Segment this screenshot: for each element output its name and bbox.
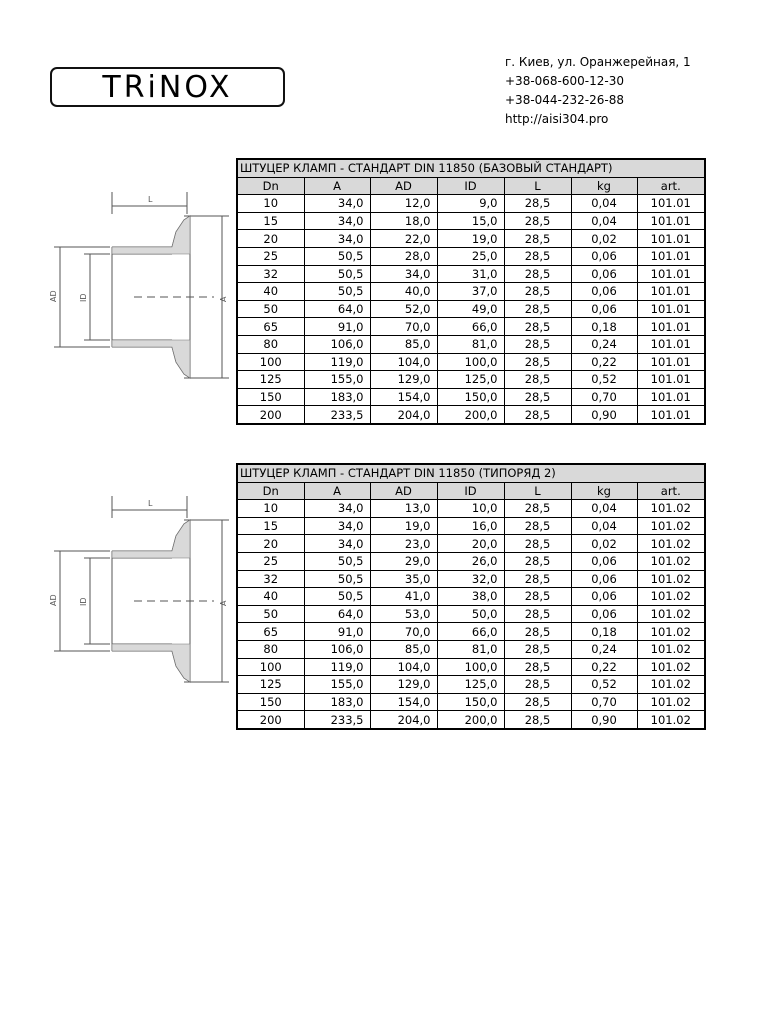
cell-kg: 0,70: [571, 388, 637, 406]
cell-dn: 10: [237, 195, 304, 213]
cell-id: 150,0: [437, 388, 504, 406]
cell-kg: 0,06: [571, 300, 637, 318]
cell-l: 28,5: [504, 535, 571, 553]
table-row: [237, 212, 705, 230]
table-row: [237, 605, 705, 623]
table-row: [237, 658, 705, 676]
cell-id: 10,0: [437, 500, 504, 518]
cell-l: 28,5: [504, 570, 571, 588]
cell-a: 50,5: [304, 283, 370, 301]
cell-kg: 0,04: [571, 195, 637, 213]
cell-l: 28,5: [504, 658, 571, 676]
cell-id: 66,0: [437, 623, 504, 641]
cell-ad: 41,0: [370, 588, 437, 606]
address: г. Киев, ул. Оранжерейная, 1: [505, 55, 691, 69]
table-row: [237, 640, 705, 658]
cell-ad: 204,0: [370, 406, 437, 424]
cell-dn: 15: [237, 517, 304, 535]
cell-kg: 0,04: [571, 500, 637, 518]
cell-ad: 70,0: [370, 318, 437, 336]
cell-a: 50,5: [304, 247, 370, 265]
cell-ad: 12,0: [370, 195, 437, 213]
header-a: A: [304, 482, 370, 500]
table-title: ШТУЦЕР КЛАМП - СТАНДАРТ DIN 11850 (БАЗОВЫЙ СТАНДАРТ): [237, 159, 705, 177]
cell-art: 101.01: [637, 406, 705, 424]
cell-art: 101.02: [637, 570, 705, 588]
cell-l: 28,5: [504, 335, 571, 353]
cell-kg: 0,52: [571, 676, 637, 694]
cell-a: 183,0: [304, 388, 370, 406]
cell-dn: 32: [237, 265, 304, 283]
cell-ad: 23,0: [370, 535, 437, 553]
cell-kg: 0,06: [571, 605, 637, 623]
header-l: L: [504, 177, 571, 195]
label-a: A: [219, 600, 228, 606]
cell-id: 200,0: [437, 711, 504, 729]
cell-a: 155,0: [304, 371, 370, 389]
cell-dn: 15: [237, 212, 304, 230]
cell-a: 64,0: [304, 300, 370, 318]
cell-l: 28,5: [504, 283, 571, 301]
label-ad: AD: [49, 594, 58, 606]
label-l: L: [148, 499, 153, 508]
fitting-drawing-1: [44, 192, 234, 392]
cell-dn: 50: [237, 300, 304, 318]
cell-l: 28,5: [504, 711, 571, 729]
cell-l: 28,5: [504, 300, 571, 318]
cell-ad: 40,0: [370, 283, 437, 301]
cell-a: 119,0: [304, 353, 370, 371]
header-l: L: [504, 482, 571, 500]
cell-art: 101.02: [637, 693, 705, 711]
cell-l: 28,5: [504, 230, 571, 248]
phone-2: +38-044-232-26-88: [505, 93, 624, 107]
cell-art: 101.02: [637, 658, 705, 676]
cell-a: 34,0: [304, 535, 370, 553]
cell-kg: 0,06: [571, 283, 637, 301]
cell-l: 28,5: [504, 693, 571, 711]
cell-kg: 0,90: [571, 711, 637, 729]
table-row: [237, 711, 705, 729]
cell-art: 101.02: [637, 535, 705, 553]
table-body: [237, 195, 705, 424]
header-id: ID: [437, 482, 504, 500]
cell-a: 91,0: [304, 623, 370, 641]
cell-ad: 28,0: [370, 247, 437, 265]
cell-dn: 65: [237, 318, 304, 336]
cell-id: 200,0: [437, 406, 504, 424]
cell-a: 106,0: [304, 335, 370, 353]
cell-ad: 18,0: [370, 212, 437, 230]
cell-l: 28,5: [504, 676, 571, 694]
cell-kg: 0,06: [571, 588, 637, 606]
table-row: [237, 517, 705, 535]
cell-ad: 104,0: [370, 353, 437, 371]
cell-id: 66,0: [437, 318, 504, 336]
cell-dn: 100: [237, 658, 304, 676]
cell-ad: 129,0: [370, 676, 437, 694]
table-body: [237, 500, 705, 729]
cell-art: 101.02: [637, 588, 705, 606]
cell-kg: 0,24: [571, 335, 637, 353]
cell-art: 101.01: [637, 300, 705, 318]
cell-art: 101.01: [637, 371, 705, 389]
label-id: ID: [79, 293, 88, 302]
cell-a: 50,5: [304, 552, 370, 570]
cell-dn: 10: [237, 500, 304, 518]
header-kg: kg: [571, 177, 637, 195]
cell-art: 101.02: [637, 623, 705, 641]
cell-id: 9,0: [437, 195, 504, 213]
cell-ad: 22,0: [370, 230, 437, 248]
cell-dn: 25: [237, 247, 304, 265]
cell-kg: 0,04: [571, 517, 637, 535]
cell-a: 34,0: [304, 500, 370, 518]
cell-a: 183,0: [304, 693, 370, 711]
cell-l: 28,5: [504, 265, 571, 283]
cell-kg: 0,06: [571, 265, 637, 283]
cell-id: 125,0: [437, 676, 504, 694]
cell-id: 31,0: [437, 265, 504, 283]
header-dn: Dn: [237, 482, 304, 500]
contact-block: [505, 53, 691, 129]
cell-art: 101.02: [637, 676, 705, 694]
cell-l: 28,5: [504, 318, 571, 336]
spec-table-series-2: [236, 463, 706, 730]
cell-a: 233,5: [304, 711, 370, 729]
header-a: A: [304, 177, 370, 195]
header-ad: AD: [370, 177, 437, 195]
cell-ad: 52,0: [370, 300, 437, 318]
cell-kg: 0,52: [571, 371, 637, 389]
cell-art: 101.01: [637, 265, 705, 283]
cell-ad: 19,0: [370, 517, 437, 535]
cell-l: 28,5: [504, 371, 571, 389]
cell-a: 34,0: [304, 212, 370, 230]
cell-id: 20,0: [437, 535, 504, 553]
cell-art: 101.02: [637, 517, 705, 535]
cell-dn: 150: [237, 693, 304, 711]
cell-id: 15,0: [437, 212, 504, 230]
cell-id: 49,0: [437, 300, 504, 318]
cell-id: 38,0: [437, 588, 504, 606]
cell-kg: 0,22: [571, 353, 637, 371]
cell-kg: 0,18: [571, 318, 637, 336]
header-id: ID: [437, 177, 504, 195]
cell-ad: 34,0: [370, 265, 437, 283]
label-l: L: [148, 195, 153, 204]
cell-ad: 35,0: [370, 570, 437, 588]
table-row: [237, 588, 705, 606]
cell-kg: 0,70: [571, 693, 637, 711]
cell-kg: 0,18: [571, 623, 637, 641]
cell-ad: 85,0: [370, 335, 437, 353]
cell-kg: 0,22: [571, 658, 637, 676]
cell-kg: 0,04: [571, 212, 637, 230]
table-row: [237, 247, 705, 265]
cell-a: 106,0: [304, 640, 370, 658]
cell-l: 28,5: [504, 588, 571, 606]
cell-l: 28,5: [504, 500, 571, 518]
table-row: [237, 535, 705, 553]
table-row: [237, 693, 705, 711]
table-row: [237, 283, 705, 301]
cell-l: 28,5: [504, 605, 571, 623]
cell-dn: 32: [237, 570, 304, 588]
cell-art: 101.01: [637, 335, 705, 353]
cell-id: 37,0: [437, 283, 504, 301]
cell-id: 32,0: [437, 570, 504, 588]
cell-dn: 200: [237, 711, 304, 729]
cell-kg: 0,02: [571, 535, 637, 553]
table-row: [237, 676, 705, 694]
cell-dn: 125: [237, 371, 304, 389]
cell-id: 150,0: [437, 693, 504, 711]
table-row: [237, 500, 705, 518]
label-ad: AD: [49, 290, 58, 302]
cell-art: 101.01: [637, 195, 705, 213]
table-row: [237, 318, 705, 336]
cell-art: 101.01: [637, 388, 705, 406]
cell-dn: 50: [237, 605, 304, 623]
cell-ad: 70,0: [370, 623, 437, 641]
cell-dn: 40: [237, 588, 304, 606]
table-row: [237, 570, 705, 588]
cell-art: 101.02: [637, 500, 705, 518]
cell-art: 101.02: [637, 552, 705, 570]
cell-a: 34,0: [304, 195, 370, 213]
cell-ad: 53,0: [370, 605, 437, 623]
cell-a: 34,0: [304, 517, 370, 535]
table-row: [237, 388, 705, 406]
cell-art: 101.01: [637, 230, 705, 248]
table-row: [237, 552, 705, 570]
cell-id: 19,0: [437, 230, 504, 248]
cell-dn: 80: [237, 335, 304, 353]
phone-1: +38-068-600-12-30: [505, 74, 624, 88]
table-row: [237, 371, 705, 389]
cell-l: 28,5: [504, 406, 571, 424]
cell-dn: 125: [237, 676, 304, 694]
cell-kg: 0,06: [571, 552, 637, 570]
header-art: art.: [637, 482, 705, 500]
header-kg: kg: [571, 482, 637, 500]
cell-kg: 0,06: [571, 570, 637, 588]
cell-art: 101.02: [637, 711, 705, 729]
table-row: [237, 300, 705, 318]
table-row: [237, 406, 705, 424]
cell-l: 28,5: [504, 640, 571, 658]
cell-a: 233,5: [304, 406, 370, 424]
table-row: [237, 265, 705, 283]
header-dn: Dn: [237, 177, 304, 195]
cell-art: 101.01: [637, 318, 705, 336]
cell-id: 81,0: [437, 335, 504, 353]
cell-dn: 20: [237, 230, 304, 248]
table-row: [237, 230, 705, 248]
cell-art: 101.02: [637, 640, 705, 658]
cell-kg: 0,06: [571, 247, 637, 265]
cell-ad: 85,0: [370, 640, 437, 658]
label-a: A: [219, 296, 228, 302]
cell-a: 91,0: [304, 318, 370, 336]
cell-dn: 40: [237, 283, 304, 301]
table-row: [237, 353, 705, 371]
cell-kg: 0,02: [571, 230, 637, 248]
cell-id: 100,0: [437, 658, 504, 676]
spec-table-base: [236, 158, 706, 425]
cell-a: 119,0: [304, 658, 370, 676]
cell-dn: 150: [237, 388, 304, 406]
header-art: art.: [637, 177, 705, 195]
cell-id: 16,0: [437, 517, 504, 535]
cell-id: 125,0: [437, 371, 504, 389]
cell-dn: 25: [237, 552, 304, 570]
website-link[interactable]: http://aisi304.pro: [505, 112, 609, 126]
cell-art: 101.01: [637, 283, 705, 301]
table-row: [237, 195, 705, 213]
cell-a: 155,0: [304, 676, 370, 694]
cell-a: 64,0: [304, 605, 370, 623]
cell-dn: 65: [237, 623, 304, 641]
cell-id: 25,0: [437, 247, 504, 265]
cell-id: 26,0: [437, 552, 504, 570]
cell-art: 101.01: [637, 212, 705, 230]
table-row: [237, 335, 705, 353]
cell-l: 28,5: [504, 353, 571, 371]
fitting-drawing-2: [44, 496, 234, 696]
cell-dn: 80: [237, 640, 304, 658]
cell-dn: 200: [237, 406, 304, 424]
cell-a: 50,5: [304, 570, 370, 588]
cell-l: 28,5: [504, 623, 571, 641]
table-title: ШТУЦЕР КЛАМП - СТАНДАРТ DIN 11850 (ТИПОРЯД 2): [237, 464, 705, 482]
cell-a: 34,0: [304, 230, 370, 248]
cell-art: 101.01: [637, 247, 705, 265]
cell-l: 28,5: [504, 195, 571, 213]
cell-ad: 204,0: [370, 711, 437, 729]
table-header-row: [237, 177, 705, 195]
cell-l: 28,5: [504, 247, 571, 265]
cell-ad: 104,0: [370, 658, 437, 676]
cell-art: 101.01: [637, 353, 705, 371]
cell-ad: 129,0: [370, 371, 437, 389]
cell-art: 101.02: [637, 605, 705, 623]
cell-id: 50,0: [437, 605, 504, 623]
cell-l: 28,5: [504, 388, 571, 406]
table-row: [237, 623, 705, 641]
cell-l: 28,5: [504, 212, 571, 230]
label-id: ID: [79, 597, 88, 606]
cell-ad: 154,0: [370, 388, 437, 406]
cell-id: 81,0: [437, 640, 504, 658]
cell-a: 50,5: [304, 265, 370, 283]
cell-dn: 20: [237, 535, 304, 553]
trinox-logo: TRiNOX: [50, 67, 285, 107]
cell-kg: 0,90: [571, 406, 637, 424]
table-header-row: [237, 482, 705, 500]
cell-id: 100,0: [437, 353, 504, 371]
cell-ad: 13,0: [370, 500, 437, 518]
cell-a: 50,5: [304, 588, 370, 606]
cell-l: 28,5: [504, 517, 571, 535]
cell-ad: 29,0: [370, 552, 437, 570]
cell-ad: 154,0: [370, 693, 437, 711]
cell-l: 28,5: [504, 552, 571, 570]
cell-dn: 100: [237, 353, 304, 371]
cell-kg: 0,24: [571, 640, 637, 658]
header-ad: AD: [370, 482, 437, 500]
